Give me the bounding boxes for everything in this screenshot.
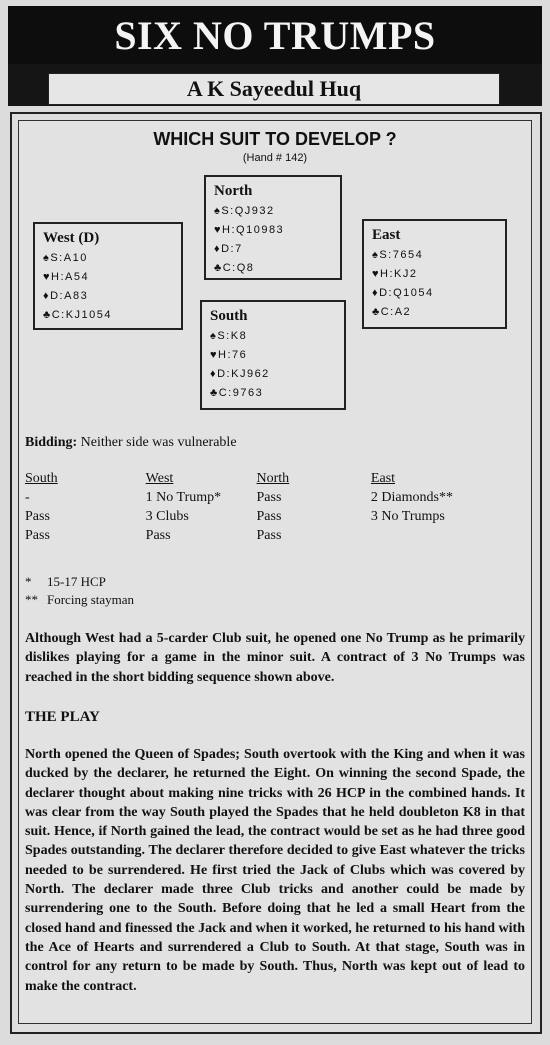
bid-cell: 3 Clubs [145,509,189,524]
bidding-table [25,471,505,547]
hand-east-clubs: ♣C:A2 [372,306,412,318]
hand-west-diamonds: ♦D:A83 [43,290,89,302]
hand-south-name: South [210,308,248,324]
hand-north-clubs: ♣C:Q8 [214,262,255,274]
note [25,591,134,609]
hand-north-spades: ♠S:QJ932 [214,205,275,217]
hand-east-spades: ♠S:7654 [372,249,424,261]
bid-cell: Pass [256,490,282,505]
bidding-label: Bidding: [25,435,78,450]
hand-west-hearts: ♥H:A54 [43,271,90,283]
bid-cell: 2 Diamonds** [370,490,453,505]
bid-cell: Pass [256,509,282,524]
bid-cell: Pass [25,528,50,543]
hand-north [204,175,342,280]
vulnerability-text: Neither side was vulnerable [80,435,237,450]
hand-south-spades: ♠S:K8 [210,330,248,342]
note [25,573,134,591]
hand-west-clubs: ♣C:KJ1054 [43,309,113,321]
bidding-row [25,509,505,528]
bid-cell: Pass [256,528,282,543]
hand-north-hearts: ♥H:Q10983 [214,224,285,236]
bidding-header-north: North [256,471,290,486]
play-heading: THE PLAY [25,709,100,725]
article-body [18,120,532,1024]
bidding-line [25,435,237,451]
hand-south-hearts: ♥H:76 [210,349,248,361]
bid-cell: 3 No Trumps [370,509,445,524]
bid-cell: Pass [145,528,171,543]
bid-cell [371,528,505,547]
article-title: WHICH SUIT TO DEVELOP ? [153,129,397,149]
hand-east-hearts: ♥H:KJ2 [372,268,418,280]
bid-cell: Pass [25,509,50,524]
bidding-header-west: West [145,471,174,486]
hand-west-name: West (D) [43,230,100,246]
note-mark: ** [25,592,38,607]
bidding-row [25,528,505,547]
hand-south-diamonds: ♦D:KJ962 [210,368,270,380]
note-text: Forcing stayman [47,592,135,607]
hand-east-diamonds: ♦D:Q1054 [372,287,434,299]
article-frame [10,112,542,1034]
note-text: 15-17 HCP [47,574,106,589]
bidding-header-south: South [25,471,58,486]
bid-cell: 1 No Trump* [145,490,222,505]
hand-west-spades: ♠S:A10 [43,252,88,264]
hand-west [33,222,183,330]
bid-cell: - [25,490,30,505]
intro-paragraph: Although West had a 5-carder Club suit, he opened one No Trump as he primarily dislikes playing for a game in the minor suit. A contract of 3 No Trumps was reached in the short bidding sequence shown above. [25,631,525,685]
hand-east-name: East [372,227,401,243]
bidding-header-row [25,471,505,490]
bidding-notes [25,573,134,609]
play-paragraph: North opened the Queen of Spades; South overtook with the King and when it was ducked by the declarer, he returned the Eight. On winning the second Spade, the declarer thought about making nine tricks with 26 HCP in the combined hands. It was clear from the way South played the Spades that he held doubleton K8 in that suit. Hence, if North gained the lead, the contract would be set as he had three good Spades outstanding. The declarer therefore decided to give East whatever the tricks needed to be surrendered. He first tried the Jack of Clubs which was covered by North. The declarer made three Club tricks and another could be made by surrendering one to the South. Before doing that he led a small Heart from the closed hand and finessed the Jack and when it worked, he returned to his hand with the Ace of Hearts and surrendered a Club to South. At that stage, South was in control for any return to be made by South. Thus, North was kept out of lead to make the contract. [25,747,525,994]
hand-north-name: North [214,183,253,199]
hand-east [362,219,507,329]
note-mark: * [25,574,32,589]
author-name: A K Sayeedul Huq [48,73,500,105]
hand-south [200,300,346,410]
hand-number: (Hand # 142) [242,152,308,164]
bidding-header-east: East [370,471,396,486]
hand-north-diamonds: ♦D:7 [214,243,243,255]
bidding-row [25,490,505,509]
column-title: SIX NO TRUMPS [8,6,542,64]
hand-south-clubs: ♣C:9763 [210,387,264,399]
